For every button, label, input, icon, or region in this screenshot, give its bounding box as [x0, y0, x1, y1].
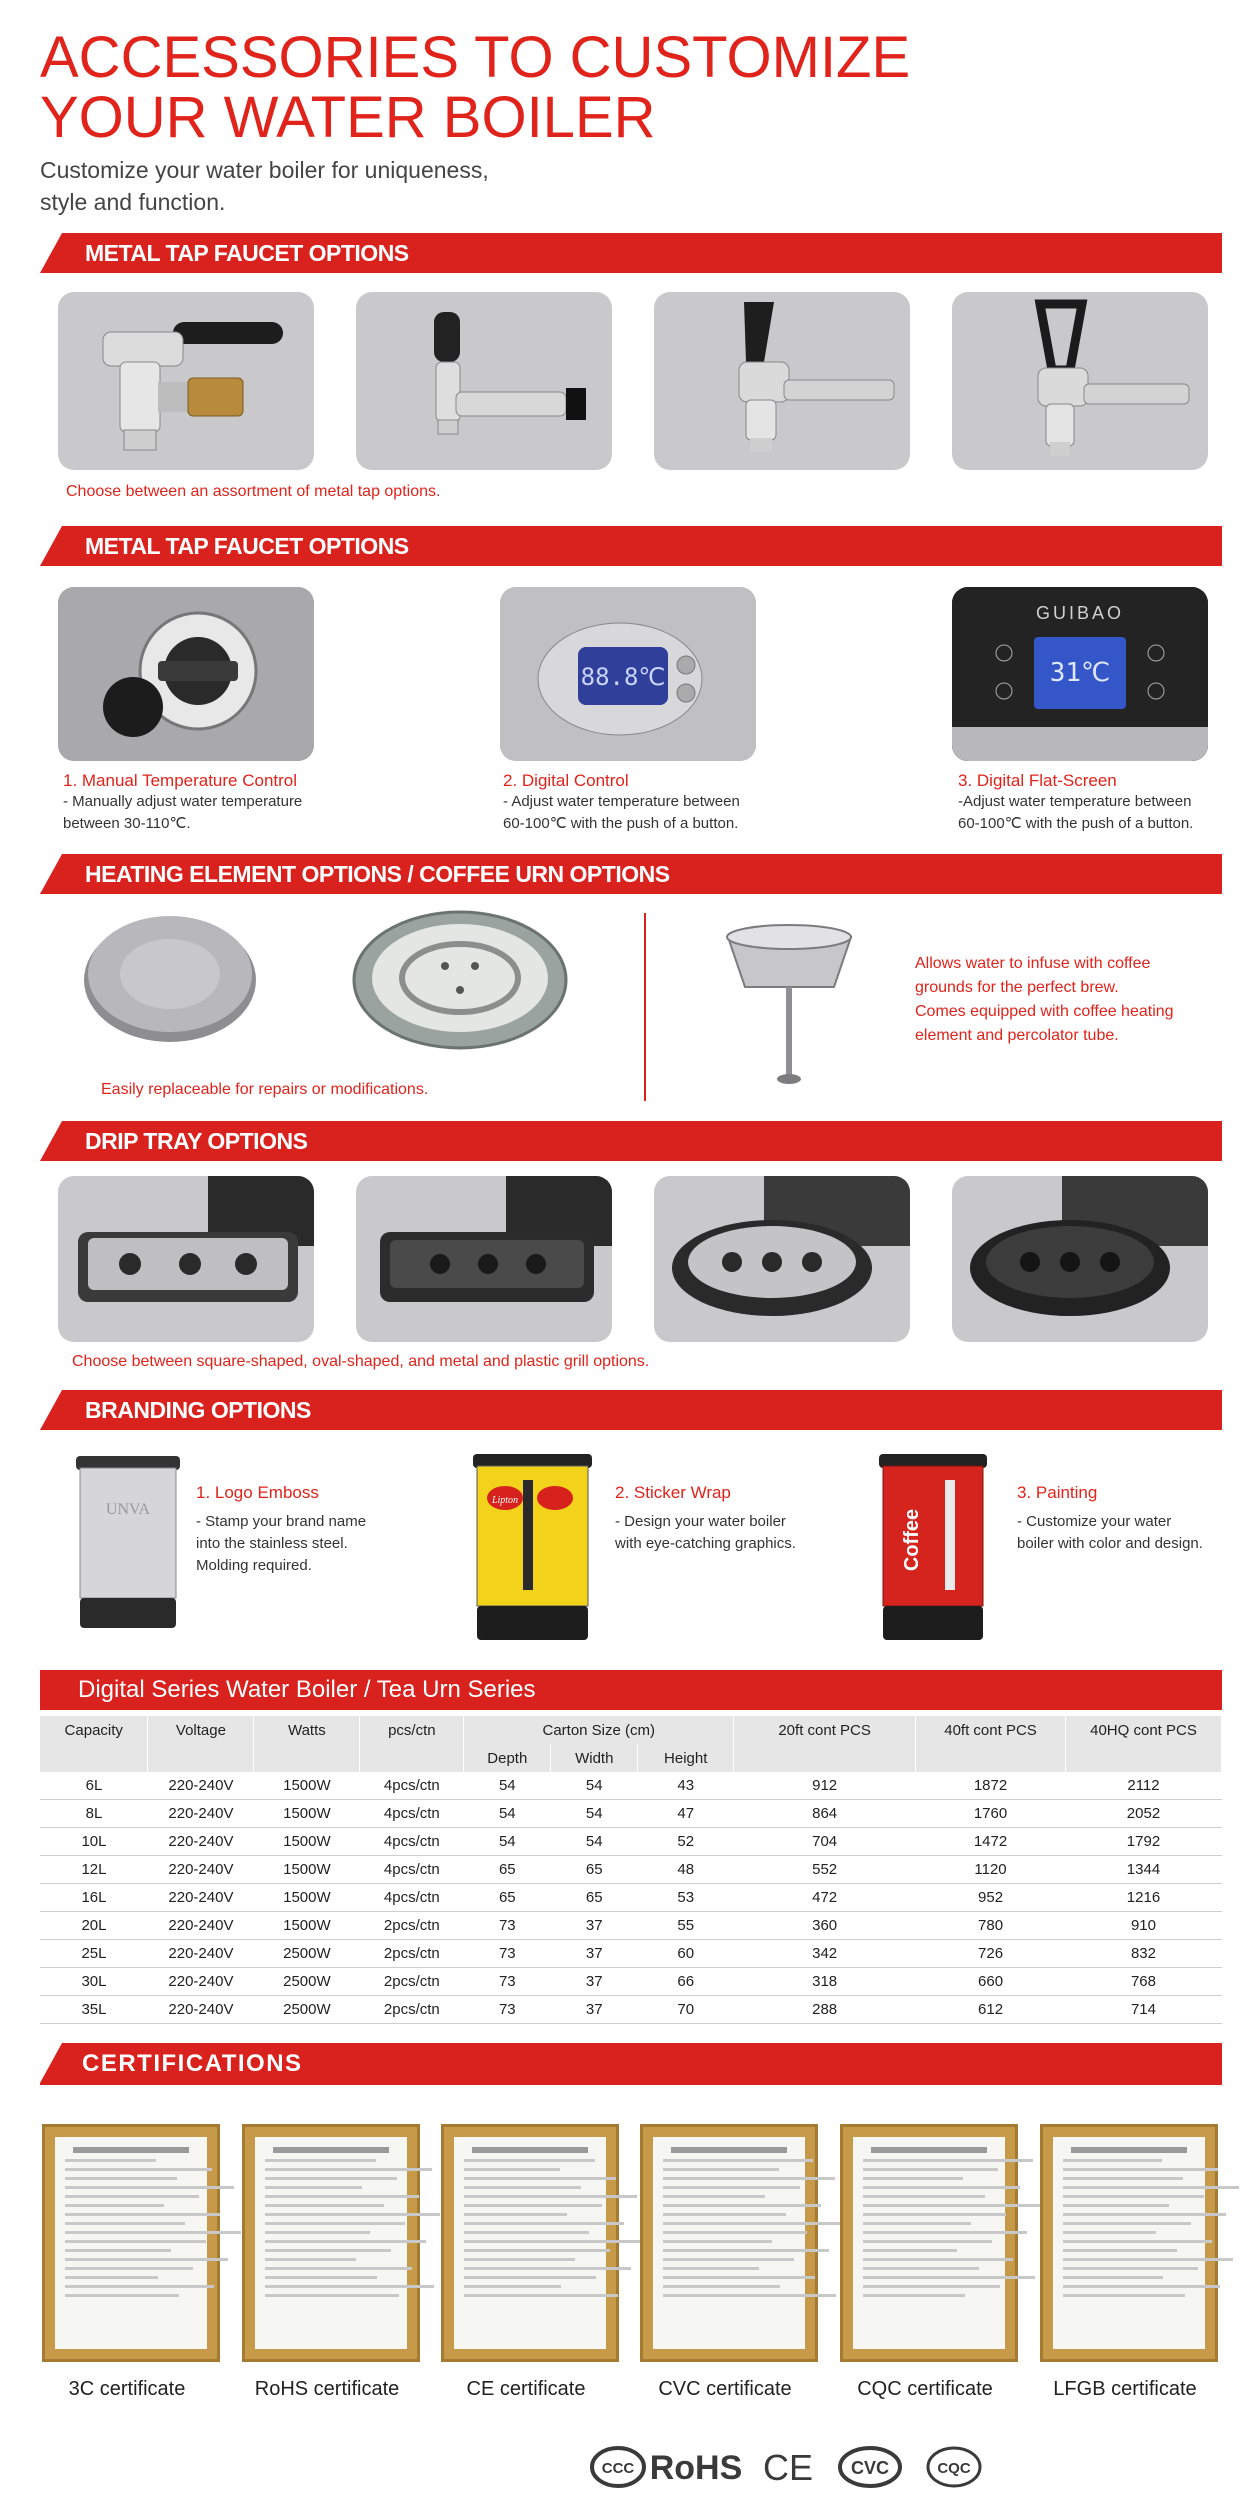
- table-cell: 2pcs/ctn: [383, 1917, 440, 1934]
- drip-tray-2-image: [356, 1176, 612, 1342]
- col-voltage: Voltage: [148, 1716, 254, 1744]
- table-cell: 52: [677, 1833, 695, 1850]
- table-cell: 60: [677, 1945, 695, 1962]
- certificate-frame: [640, 2124, 818, 2362]
- manual-control-line-1: - Manually adjust water temperature: [63, 793, 303, 810]
- digital-control-line-1: - Adjust water temperature between: [503, 793, 740, 810]
- table-cell: 65: [585, 1861, 603, 1878]
- branding-emboss-line-1: - Stamp your brand name: [196, 1513, 367, 1530]
- table-cell: 53: [677, 1889, 695, 1906]
- table-cell: 54: [498, 1833, 516, 1850]
- flat-screen-description: [958, 771, 1238, 835]
- table-cell: 48: [677, 1861, 695, 1878]
- digital-control-image: [500, 587, 756, 761]
- table-cell: 1872: [973, 1777, 1008, 1794]
- flat-screen-title: 3. Digital Flat-Screen: [958, 771, 1117, 790]
- flat-screen-display-icon: [952, 587, 1208, 761]
- table-cell: 2pcs/ctn: [383, 1945, 440, 1962]
- table-cell: 43: [677, 1777, 695, 1794]
- guibao-brand-text: GUIBAO: [1035, 603, 1125, 623]
- table-cell: 66: [677, 1973, 695, 1990]
- table-cell: 73: [498, 1945, 516, 1962]
- table-cell: 1792: [1126, 1833, 1161, 1850]
- table-cell: 780: [978, 1917, 1004, 1934]
- table-cell: 704: [812, 1833, 838, 1850]
- table-cell: 70: [677, 2001, 695, 2018]
- table-cell: 4pcs/ctn: [383, 1777, 440, 1794]
- table-cell: 2pcs/ctn: [383, 1973, 440, 1990]
- table-cell: 4pcs/ctn: [383, 1833, 440, 1850]
- col-depth: Depth: [464, 1744, 551, 1772]
- table-cell: 220-240V: [168, 2001, 234, 2018]
- branding-painting-line-1: - Customize your water: [1017, 1513, 1172, 1530]
- col-capacity: Capacity: [40, 1716, 148, 1744]
- certificate-label: RoHS certificate: [254, 2378, 400, 2400]
- col-height: Height: [638, 1744, 734, 1772]
- table-row: [40, 1856, 1222, 1884]
- table-row: [40, 1996, 1222, 2024]
- branding-sticker-line-1: - Design your water boiler: [615, 1513, 786, 1530]
- table-cell: 37: [585, 2001, 603, 2018]
- flat-screen-line-1: -Adjust water temperature between: [958, 793, 1192, 810]
- section-divider: [644, 913, 646, 1101]
- table-cell: 20L: [81, 1917, 107, 1934]
- coffee-line-4: element and percolator tube.: [915, 1027, 1119, 1044]
- table-cell: 912: [812, 1777, 838, 1794]
- table-cell: 1500W: [283, 1889, 331, 1906]
- table-cell: 37: [585, 1973, 603, 1990]
- section-temperature-heading: METAL TAP FAUCET OPTIONS: [40, 526, 1222, 566]
- certificate-document: [255, 2137, 407, 2349]
- table-cell: 342: [812, 1945, 838, 1962]
- coffee-line-1: Allows water to infuse with coffee: [915, 955, 1151, 972]
- table-row: [40, 1772, 1222, 1800]
- table-cell: 73: [498, 1917, 516, 1934]
- table-cell: 1500W: [283, 1861, 331, 1878]
- flat-screen-image: [952, 587, 1208, 761]
- table-cell: 65: [585, 1889, 603, 1906]
- table-cell: 47: [677, 1805, 695, 1822]
- cvc-logo-text: CVC: [850, 2458, 890, 2478]
- lever-tap-icon: [58, 292, 314, 470]
- spec-table-heading: Digital Series Water Boiler / Tea Urn Series: [40, 1670, 1222, 1710]
- square-metal-tray-icon: [58, 1176, 314, 1342]
- branding-painting-line-2: boiler with color and design.: [1017, 1535, 1203, 1552]
- subtitle-line-2: style and function.: [40, 189, 226, 215]
- page-subtitle: [40, 154, 489, 218]
- certificate-document: [454, 2137, 606, 2349]
- manual-control-title: 1. Manual Temperature Control: [63, 771, 298, 790]
- branding-painting-title: 3. Painting: [1017, 1483, 1098, 1502]
- angled-lever-tap-icon: [654, 292, 910, 470]
- table-cell: 220-240V: [168, 1805, 234, 1822]
- table-cell: 552: [812, 1861, 838, 1878]
- emboss-mark-text: UNVA: [105, 1501, 151, 1518]
- certificate-frame: [42, 2124, 220, 2362]
- col-width: Width: [551, 1744, 638, 1772]
- table-cell: 360: [812, 1917, 838, 1934]
- table-cell: 6L: [85, 1777, 103, 1794]
- oval-plastic-tray-icon: [952, 1176, 1208, 1342]
- table-cell: 910: [1130, 1917, 1156, 1934]
- table-cell: 714: [1130, 2001, 1156, 2018]
- drip-tray-3-image: [654, 1176, 910, 1342]
- table-cell: 472: [812, 1889, 838, 1906]
- table-row: [40, 1828, 1222, 1856]
- percolator-basket-icon: [722, 915, 857, 1087]
- certificate-label: CQC certificate: [857, 2378, 993, 2400]
- digital-readout-text: 88.8℃: [580, 663, 666, 691]
- branding-emboss-description: [196, 1483, 426, 1577]
- branding-sticker-description: [615, 1483, 855, 1555]
- certificate-label: CVC certificate: [658, 2378, 792, 2400]
- coffee-line-3: Comes equipped with coffee heating: [915, 1003, 1174, 1020]
- spec-table: [40, 1716, 1222, 2024]
- tap-option-2-image: [356, 292, 612, 470]
- table-cell: 952: [978, 1889, 1004, 1906]
- ce-logo-text: CE: [762, 2447, 814, 2488]
- table-cell: 1500W: [283, 1833, 331, 1850]
- digital-display-icon: [500, 587, 756, 761]
- certificate-frame: [1040, 2124, 1218, 2362]
- table-cell: 12L: [81, 1861, 107, 1878]
- tap-option-3-image: [654, 292, 910, 470]
- rohs-logo-text: RoHS: [649, 2449, 743, 2487]
- drip-tray-caption: Choose between square-shaped, oval-shaped, and metal and plastic grill options.: [72, 1353, 650, 1370]
- col-watts: Watts: [254, 1716, 360, 1744]
- table-cell: 318: [812, 1973, 838, 1990]
- certificate-frame: [840, 2124, 1018, 2362]
- branding-emboss-title: 1. Logo Emboss: [196, 1483, 319, 1502]
- col-carton-size: Carton Size (cm): [464, 1716, 734, 1744]
- certification-logos: [588, 2444, 1008, 2490]
- table-cell: 37: [585, 1945, 603, 1962]
- table-cell: 220-240V: [168, 1917, 234, 1934]
- table-cell: 4pcs/ctn: [383, 1861, 440, 1878]
- table-cell: 2500W: [283, 1973, 331, 1990]
- table-cell: 1760: [973, 1805, 1008, 1822]
- heating-element-icon: [350, 906, 570, 1051]
- dial-knob-icon: [58, 587, 314, 761]
- certification-logo-strip: [588, 2444, 1008, 2490]
- flat-screen-readout-text: 31℃: [1049, 658, 1111, 688]
- table-cell: 1216: [1126, 1889, 1161, 1906]
- cqc-logo-text: CQC: [937, 2460, 971, 2477]
- table-cell: 25L: [81, 1945, 107, 1962]
- push-tap-icon: [356, 292, 612, 470]
- handle-loop-tap-icon: [952, 292, 1208, 470]
- painted-boiler-icon: [873, 1450, 993, 1645]
- table-row: [40, 1940, 1222, 1968]
- drip-tray-1-image: [58, 1176, 314, 1342]
- table-cell: 1500W: [283, 1777, 331, 1794]
- section-tap-faucet-heading: METAL TAP FAUCET OPTIONS: [40, 233, 1222, 273]
- embossed-boiler-icon: [68, 1450, 188, 1640]
- certificate-label: LFGB certificate: [1053, 2378, 1197, 2400]
- section-certifications-heading: CERTIFICATIONS: [40, 2043, 1222, 2085]
- oval-metal-tray-icon: [654, 1176, 910, 1342]
- table-cell: 1500W: [283, 1805, 331, 1822]
- digital-control-title: 2. Digital Control: [503, 771, 629, 790]
- table-cell: 37: [585, 1917, 603, 1934]
- certificate-label: CE certificate: [466, 2378, 586, 2400]
- coffee-urn-description: [915, 952, 1174, 1048]
- table-cell: 220-240V: [168, 1777, 234, 1794]
- table-cell: 2500W: [283, 1945, 331, 1962]
- tap-option-4-image: [952, 292, 1208, 470]
- table-cell: 54: [498, 1805, 516, 1822]
- col-20ft: 20ft cont PCS: [734, 1716, 916, 1744]
- branding-painting-description: [1017, 1483, 1239, 1555]
- table-cell: 660: [978, 1973, 1004, 1990]
- table-cell: 832: [1130, 1945, 1156, 1962]
- heating-caption: Easily replaceable for repairs or modifications.: [101, 1081, 429, 1098]
- table-row: [40, 1912, 1222, 1940]
- tap-options-caption: Choose between an assortment of metal tap options.: [66, 483, 441, 500]
- table-cell: 220-240V: [168, 1889, 234, 1906]
- table-cell: 2052: [1126, 1805, 1161, 1822]
- sticker-wrap-boiler-icon: [465, 1450, 600, 1645]
- certificate-document: [853, 2137, 1005, 2349]
- table-cell: 73: [498, 2001, 516, 2018]
- heating-plate-icon: [80, 906, 260, 1046]
- manual-control-line-2: between 30-110℃.: [63, 815, 191, 832]
- ccc-logo-text: CCC: [601, 2460, 635, 2477]
- subtitle-line-1: Customize your water boiler for uniqueness,: [40, 157, 489, 183]
- table-cell: 1120: [974, 1861, 1007, 1878]
- table-cell: 8L: [85, 1805, 103, 1822]
- table-row: [40, 1800, 1222, 1828]
- page-title: [40, 25, 911, 150]
- table-cell: 220-240V: [168, 1861, 234, 1878]
- table-cell: 54: [585, 1777, 603, 1794]
- manual-control-description: [63, 771, 393, 835]
- table-cell: 220-240V: [168, 1973, 234, 1990]
- col-40ft: 40ft cont PCS: [916, 1716, 1066, 1744]
- table-cell: 220-240V: [168, 1833, 234, 1850]
- table-cell: 1472: [973, 1833, 1008, 1850]
- branding-sticker-title: 2. Sticker Wrap: [615, 1483, 731, 1502]
- table-cell: 1500W: [283, 1917, 331, 1934]
- coffee-line-2: grounds for the perfect brew.: [915, 979, 1119, 996]
- spec-table-body: [40, 1772, 1222, 2024]
- title-line-1: ACCESSORIES TO CUSTOMIZE: [40, 25, 911, 90]
- table-cell: 54: [585, 1805, 603, 1822]
- table-cell: 864: [812, 1805, 838, 1822]
- certificate-document: [55, 2137, 207, 2349]
- table-cell: 16L: [81, 1889, 107, 1906]
- title-line-2: YOUR WATER BOILER: [40, 85, 656, 150]
- table-cell: 220-240V: [168, 1945, 234, 1962]
- section-heating-heading: HEATING ELEMENT OPTIONS / COFFEE URN OPTIONS: [40, 854, 1222, 894]
- branding-emboss-line-2: into the stainless steel.: [196, 1535, 348, 1552]
- col-pcs-ctn: pcs/ctn: [360, 1716, 464, 1744]
- table-cell: 1344: [1126, 1861, 1161, 1878]
- certificate-frame: [441, 2124, 619, 2362]
- table-cell: 4pcs/ctn: [383, 1889, 440, 1906]
- table-cell: 54: [585, 1833, 603, 1850]
- branding-sticker-line-2: with eye-catching graphics.: [615, 1535, 796, 1552]
- branding-emboss-line-3: Molding required.: [196, 1557, 312, 1574]
- col-40hq: 40HQ cont PCS: [1065, 1716, 1221, 1744]
- table-cell: 35L: [81, 2001, 107, 2018]
- drip-tray-4-image: [952, 1176, 1208, 1342]
- table-cell: 288: [812, 2001, 838, 2018]
- table-cell: 73: [498, 1973, 516, 1990]
- table-cell: 30L: [81, 1973, 107, 1990]
- table-cell: 65: [498, 1889, 516, 1906]
- sticker-mark-text: Lipton: [491, 1495, 519, 1506]
- certificate-document: [653, 2137, 805, 2349]
- table-cell: 54: [498, 1777, 516, 1794]
- table-cell: 2500W: [283, 2001, 331, 2018]
- certificate-label: 3C certificate: [68, 2378, 186, 2400]
- table-row: [40, 1968, 1222, 1996]
- square-plastic-tray-icon: [356, 1176, 612, 1342]
- certificate-frame: [242, 2124, 420, 2362]
- digital-control-line-2: 60-100℃ with the push of a button.: [503, 815, 739, 832]
- table-cell: 65: [498, 1861, 516, 1878]
- section-drip-tray-heading: DRIP TRAY OPTIONS: [40, 1121, 1222, 1161]
- table-cell: 55: [677, 1917, 695, 1934]
- table-cell: 612: [978, 2001, 1004, 2018]
- table-cell: 726: [978, 1945, 1004, 1962]
- certificate-document: [1053, 2137, 1205, 2349]
- table-cell: 4pcs/ctn: [383, 1805, 440, 1822]
- manual-control-image: [58, 587, 314, 761]
- section-branding-heading: BRANDING OPTIONS: [40, 1390, 1222, 1430]
- table-cell: 2pcs/ctn: [383, 2001, 440, 2018]
- table-cell: 10L: [81, 1833, 107, 1850]
- table-row: [40, 1884, 1222, 1912]
- table-cell: 768: [1130, 1973, 1156, 1990]
- painted-mark-text: Coffee: [901, 1508, 923, 1572]
- tap-option-1-image: [58, 292, 314, 470]
- digital-control-description: [503, 771, 833, 835]
- table-cell: 2112: [1127, 1777, 1160, 1794]
- flat-screen-line-2: 60-100℃ with the push of a button.: [958, 815, 1194, 832]
